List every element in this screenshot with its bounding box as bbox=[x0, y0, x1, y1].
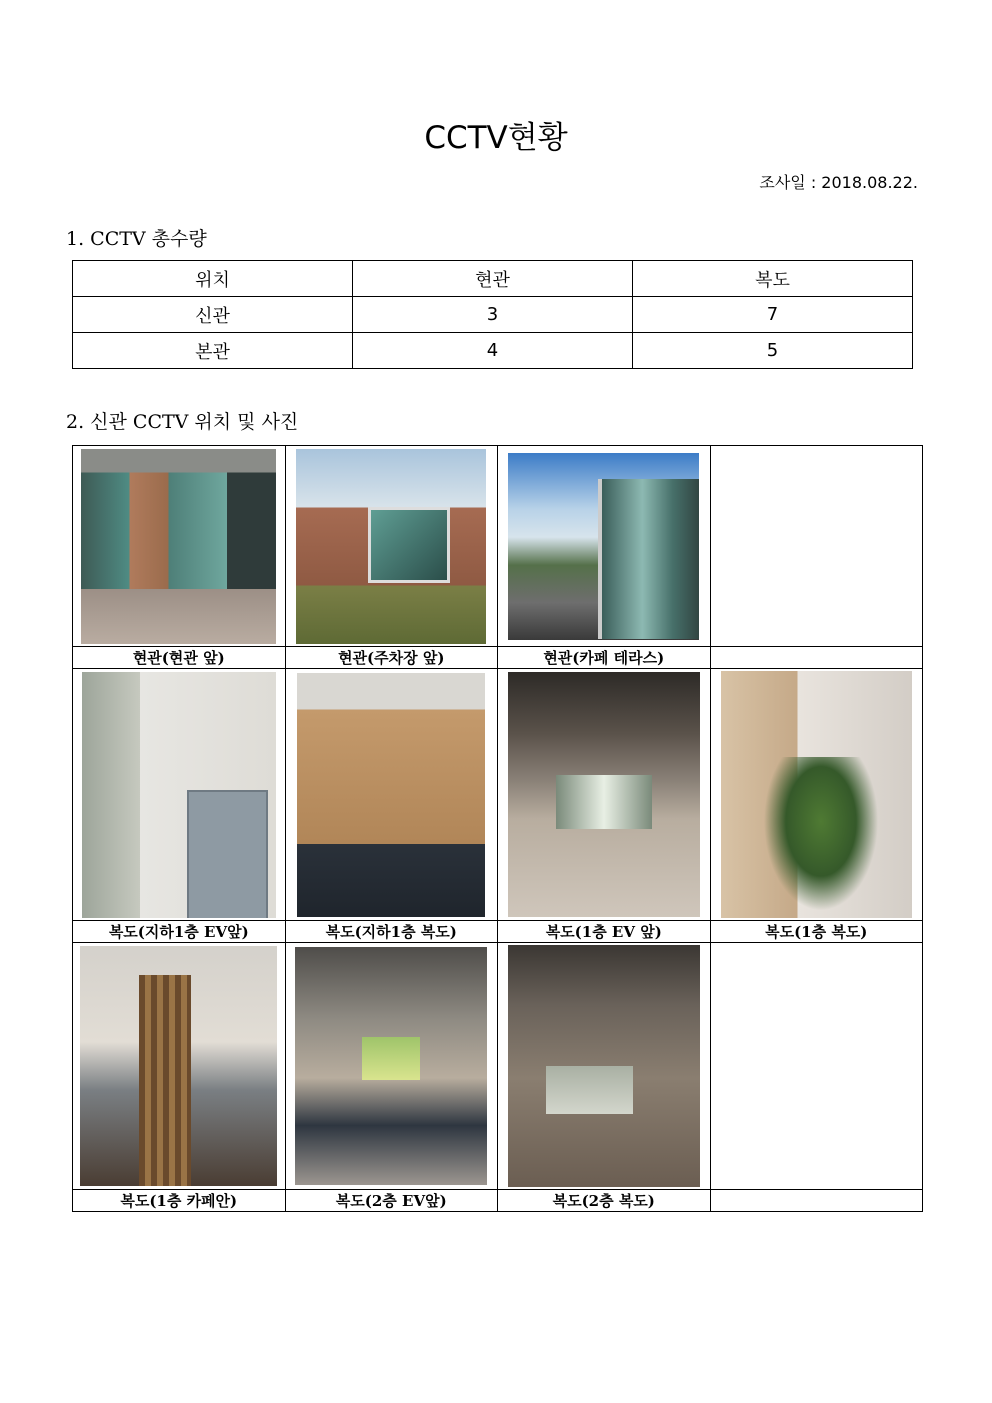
photo-cell bbox=[73, 446, 286, 647]
section-heading-total: 1. CCTV 총수량 bbox=[66, 228, 207, 250]
photo-caption: 현관(주차장 앞) bbox=[285, 647, 498, 669]
photo-cell bbox=[498, 669, 711, 921]
photo-1f-hallway bbox=[721, 671, 912, 918]
photo-cell bbox=[285, 446, 498, 647]
photo-entrance-parking bbox=[296, 449, 486, 644]
photo-cell bbox=[285, 943, 498, 1190]
column-header: 현관 bbox=[353, 261, 633, 297]
photo-table bbox=[72, 445, 923, 1212]
caption-row bbox=[73, 1190, 923, 1212]
caption-row bbox=[73, 647, 923, 669]
caption-row bbox=[73, 921, 923, 943]
photo-cell bbox=[285, 669, 498, 921]
photo-row bbox=[73, 943, 923, 1190]
table-cell: 본관 bbox=[73, 333, 353, 369]
photo-entrance-cafe-terrace bbox=[508, 453, 699, 640]
empty-photo-cell bbox=[710, 446, 923, 647]
photo-caption: 복도(지하1층 복도) bbox=[285, 921, 498, 943]
photo-caption: 복도(지하1층 EV앞) bbox=[73, 921, 286, 943]
photo-caption: 복도(1층 복도) bbox=[710, 921, 923, 943]
section-heading-photos: 2. 신관 CCTV 위치 및 사진 bbox=[66, 411, 299, 433]
column-header: 위치 bbox=[73, 261, 353, 297]
photo-caption: 복도(1층 EV 앞) bbox=[498, 921, 711, 943]
photo-caption: 복도(2층 복도) bbox=[498, 1190, 711, 1212]
column-header: 복도 bbox=[633, 261, 913, 297]
table-cell: 4 bbox=[353, 333, 633, 369]
photo-caption: 복도(2층 EV앞) bbox=[285, 1190, 498, 1212]
photo-2f-hallway bbox=[508, 945, 700, 1187]
survey-date: 조사일 : 2018.08.22. bbox=[759, 173, 918, 192]
photo-caption: 현관(카페 테라스) bbox=[498, 647, 711, 669]
photo-row bbox=[73, 446, 923, 647]
empty-photo-cell bbox=[710, 943, 923, 1190]
table-row bbox=[73, 297, 913, 333]
photo-cell bbox=[73, 943, 286, 1190]
cctv-count-table bbox=[72, 260, 913, 369]
photo-b1-ev-front bbox=[82, 672, 276, 918]
table-cell: 5 bbox=[633, 333, 913, 369]
empty-caption-cell bbox=[710, 647, 923, 669]
table-cell: 3 bbox=[353, 297, 633, 333]
photo-cell bbox=[498, 943, 711, 1190]
page-title: CCTV현황 bbox=[424, 120, 568, 156]
photo-caption: 복도(1층 카페안) bbox=[73, 1190, 286, 1212]
photo-b1-hallway bbox=[297, 673, 485, 917]
photo-2f-ev-front bbox=[295, 947, 487, 1185]
photo-row bbox=[73, 669, 923, 921]
photo-cell bbox=[710, 669, 923, 921]
photo-1f-ev-front bbox=[508, 672, 700, 917]
table-header-row bbox=[73, 261, 913, 297]
photo-cell bbox=[498, 446, 711, 647]
photo-entrance-front bbox=[81, 449, 276, 644]
photo-1f-cafe-inside bbox=[80, 946, 277, 1186]
table-cell: 신관 bbox=[73, 297, 353, 333]
photo-cell bbox=[73, 669, 286, 921]
table-row bbox=[73, 333, 913, 369]
table-cell: 7 bbox=[633, 297, 913, 333]
empty-caption-cell bbox=[710, 1190, 923, 1212]
photo-caption: 현관(현관 앞) bbox=[73, 647, 286, 669]
